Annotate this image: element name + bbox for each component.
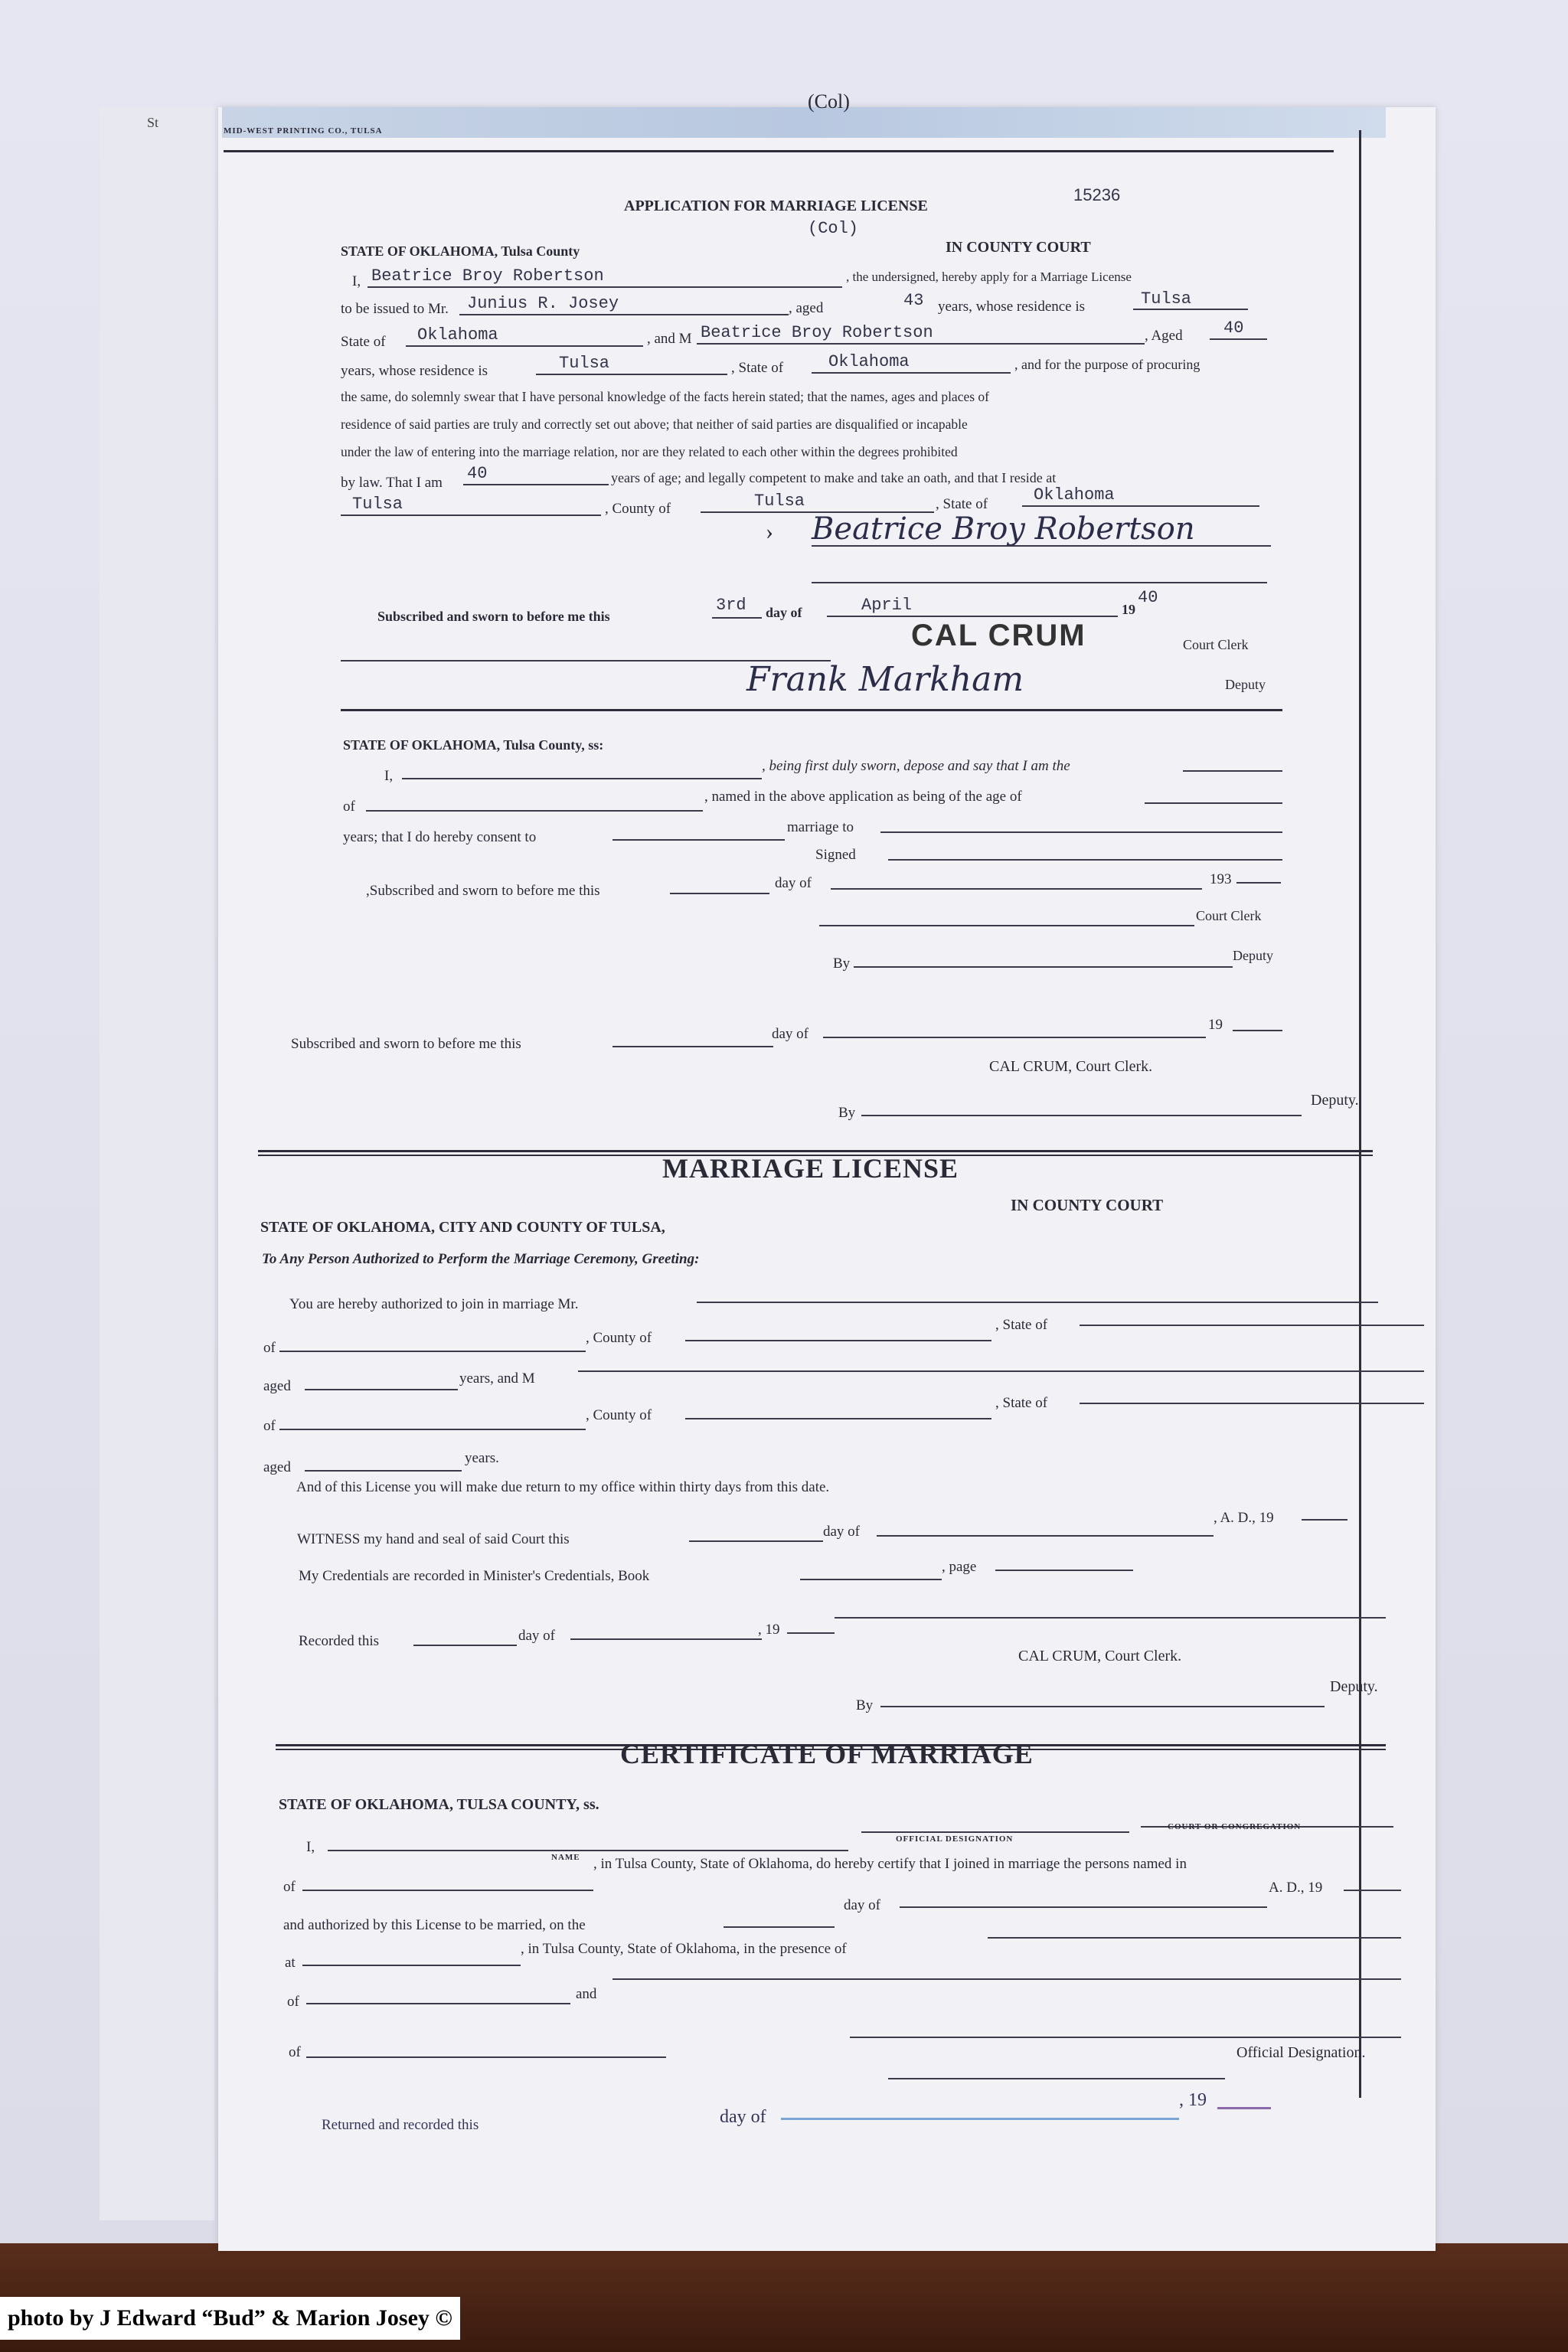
fill-line [854,966,1233,968]
fill-line [827,616,1118,617]
fill-line [1236,882,1281,884]
fill-line [712,617,762,619]
fill-line [850,2037,1401,2038]
text: , being first duly sworn, depose and say that I am the [762,758,1070,774]
text: My Credentials are recorded in Minister's Credentials, Book [299,1568,650,1584]
applicant-county: Tulsa [754,492,805,511]
fill-line [279,1429,586,1430]
consent-state-line: STATE OF OKLAHOMA, Tulsa County, ss: [343,737,604,753]
text: A. D., 19 [1269,1880,1323,1896]
deputy-label: Deputy. [1311,1092,1359,1109]
text: , State of [995,1395,1048,1411]
text: of [283,1879,296,1895]
fill-line [402,778,762,779]
sworn-day: 3rd [716,596,746,615]
fill-line [570,1638,762,1640]
fill-line [988,1937,1401,1939]
text: day of [775,875,812,891]
text: WITNESS my hand and seal of said Court this [297,1531,570,1547]
clerk-label: CAL CRUM, Court Clerk. [1018,1648,1182,1664]
name-caption: NAME [551,1853,580,1862]
court-label: IN COUNTY COURT [946,239,1091,256]
col-mark: (Col) [808,219,859,238]
fill-line [1183,770,1282,772]
fill-line [612,1046,773,1047]
text: years, and M [459,1370,535,1387]
fill-line [861,1831,1129,1833]
sworn-text: Subscribed and sworn to before me this [377,609,610,624]
fill-line [306,2003,570,2004]
header-strip [222,107,1386,138]
text: I, [352,273,361,289]
text: of [343,799,355,815]
fill-line [888,859,1282,861]
court-or-congregation-caption: COURT OR CONGREGATION [1168,1822,1302,1831]
text: years of age; and legally competent to make and take an oath, and that I reside at [611,470,1057,485]
signature-line [812,545,1271,547]
text: to be issued to Mr. [341,301,449,317]
court-clerk-label: Court Clerk [1183,637,1249,652]
text: , aged [789,300,824,316]
text: of [263,1418,276,1434]
text: of [287,1994,299,2010]
underlying-page-edge [100,107,214,2220]
text: , Aged [1145,328,1183,344]
fill-line [1022,505,1259,507]
certificate-state-line: STATE OF OKLAHOMA, TULSA COUNTY, ss. [279,1796,599,1813]
fill-line [1217,2107,1271,2109]
text: , State of [936,496,988,512]
text: , A. D., 19 [1214,1510,1274,1526]
fill-line [880,831,1282,833]
photo-credit: photo by J Edward “Bud” & Marion Josey © [0,2297,460,2340]
application-number: 15236 [1073,185,1121,204]
text: of [289,2044,301,2060]
fill-line [697,1302,1378,1303]
text: , named in the above application as being of the age of [704,789,1022,805]
fill-line [880,1706,1325,1707]
text: , in Tulsa County, State of Oklahoma, in the presence of [521,1941,847,1957]
fill-line [787,1632,835,1634]
fill-line [1302,1519,1348,1521]
applicant-signature: Beatrice Broy Robertson [812,511,1195,547]
text: I, [384,768,394,784]
text: years, whose residence is [938,299,1086,315]
text: By [856,1697,874,1713]
bride-age: 40 [1223,318,1244,338]
fill-line [781,2118,1179,2120]
fill-line [459,314,789,315]
fill-line [861,1115,1302,1116]
license-court: IN COUNTY COURT [1011,1196,1164,1214]
official-designation-label: Official Designation. [1236,2044,1366,2061]
fill-line [685,1340,991,1341]
text: and [576,1986,597,2002]
fill-line [305,1389,458,1390]
clerk-stamp: CAL CRUM [911,619,1086,652]
text: years, whose residence is [341,363,488,379]
groom-residence: Tulsa [1141,289,1192,309]
section-rule [341,709,1282,711]
fill-line [877,1535,1214,1537]
application-title: APPLICATION FOR MARRIAGE LICENSE [624,198,928,214]
text: Recorded this [299,1633,380,1649]
fill-line [995,1570,1133,1571]
deputy-label: Deputy [1233,948,1273,963]
text: Signed [815,847,856,863]
text: day of [823,1524,861,1540]
margin-letter: St [147,115,159,130]
applicant-city: Tulsa [352,495,403,514]
fill-line [689,1540,823,1542]
fill-line [724,1926,835,1928]
clerk-label: CAL CRUM, Court Clerk. [989,1058,1153,1075]
text: , County of [586,1330,652,1346]
fill-line [413,1645,517,1646]
fill-line [406,345,643,347]
text: And of this License you will make due return to my office within thirty days from this date. [296,1479,830,1495]
text: I, [306,1839,315,1855]
text: marriage to [787,819,854,835]
fill-line [831,888,1202,890]
text: day of [766,605,802,620]
fill-line [328,1850,848,1851]
fill-line [305,1470,462,1472]
license-title: MARRIAGE LICENSE [662,1153,959,1184]
groom-name: Junius R. Josey [467,294,619,313]
text: ,Subscribed and sworn to before me this [366,883,600,899]
fill-line [612,839,785,841]
year-prefix: 19 [1208,1017,1223,1033]
fill-line [819,925,1194,926]
year-prefix: 193 [1210,871,1232,887]
text: Returned and recorded this [322,2117,479,2133]
fill-line [812,372,1011,374]
license-state-line: STATE OF OKLAHOMA, CITY AND COUNTY OF TULSA, [260,1219,665,1236]
fill-line [1133,309,1248,310]
fill-line [368,286,842,288]
fill-line [578,1370,1424,1372]
text: aged [263,1378,291,1394]
fill-line [1233,1030,1282,1031]
fill-line [1080,1403,1424,1404]
fill-line [306,2056,666,2058]
text: years. [465,1450,499,1466]
fill-line [697,343,1145,345]
text: years; that I do hereby consent to [343,829,537,845]
fill-line [1145,802,1282,804]
right-border [1359,130,1361,2098]
fill-line [341,514,601,516]
text: day of [518,1628,556,1644]
fill-line [279,1351,586,1352]
text: , State of [995,1317,1048,1333]
certificate-title: CERTIFICATE OF MARRIAGE [620,1739,1034,1769]
text: , State of [731,360,784,376]
deputy-label: Deputy [1225,677,1266,692]
text: By [833,956,851,972]
signature-mark: › [766,519,773,544]
fill-line [900,1906,1267,1908]
applicant-state: Oklahoma [1034,485,1115,505]
fill-line [685,1418,991,1419]
fill-line [612,1978,1401,1980]
signature-line [812,582,1267,583]
sworn-text: Subscribed and sworn to before me this [291,1036,521,1052]
fill-line [800,1579,942,1580]
text: day of [772,1026,809,1042]
text: aged [263,1459,291,1475]
text: , County of [586,1407,652,1423]
fill-line [463,484,609,485]
text: , 19 [1179,2090,1207,2110]
fill-line [823,1037,1206,1038]
text: , the undersigned, hereby apply for a Marriage License [846,270,1132,284]
fill-line [1080,1325,1424,1326]
groom-age: 43 [903,291,924,310]
text: under the law of entering into the marriage relation, nor are they related to each other within the degrees prohibited [341,444,958,459]
fill-line [888,2078,1225,2079]
text: You are hereby authorized to join in marriage Mr. [289,1296,579,1312]
text: By [838,1105,856,1121]
applicant-age: 40 [467,464,488,483]
license-greeting: To Any Person Authorized to Perform the Marriage Ceremony, Greeting: [262,1251,700,1267]
text: at [285,1955,296,1971]
groom-state: Oklahoma [417,325,498,345]
applicant-name: Beatrice Broy Robertson [371,266,604,286]
court-clerk-label: Court Clerk [1196,908,1262,923]
fill-line [302,1890,593,1891]
text: the same, do solemnly swear that I have personal knowledge of the facts herein stated; that the names, ages and places of [341,389,989,404]
text: , 19 [758,1622,780,1638]
deputy-label: Deputy. [1330,1678,1378,1695]
text: , and M [647,331,692,347]
fill-line [835,1617,1386,1619]
text: , in Tulsa County, State of Oklahoma, do hereby certify that I joined in marriage the persons named in [593,1856,1187,1872]
fill-line [1344,1890,1401,1891]
fill-line [366,810,703,812]
top-note: (Col) [808,90,850,113]
fill-line [536,374,727,375]
year-prefix: 19 [1122,602,1135,617]
bride-name: Beatrice Broy Robertson [701,323,933,342]
official-designation-caption: OFFICIAL DESIGNATION [896,1834,1014,1844]
text: day of [844,1897,881,1913]
deputy-signature: Frank Markham [746,660,1024,699]
sworn-month: April [861,596,913,615]
text: and authorized by this License to be married, on the [283,1917,586,1933]
text: of [263,1340,276,1356]
fill-line [302,1965,521,1966]
text: residence of said parties are truly and correctly set out above; that neither of said parties are disqualified or incapable [341,416,968,432]
text: , page [942,1559,977,1575]
fill-line [670,893,769,894]
fill-line [1210,338,1267,340]
bride-residence: Tulsa [559,354,610,373]
top-rule [224,150,1334,152]
state-line: STATE OF OKLAHOMA, Tulsa County [341,243,580,259]
printer-mark: MID-WEST PRINTING CO., TULSA [224,126,383,136]
text: State of [341,334,386,350]
text: by law. That I am [341,475,443,491]
sworn-year: 40 [1138,588,1158,607]
bride-state: Oklahoma [828,352,910,371]
text: , and for the purpose of procuring [1014,357,1200,372]
text: , County of [605,501,671,517]
text: day of [720,2107,766,2127]
